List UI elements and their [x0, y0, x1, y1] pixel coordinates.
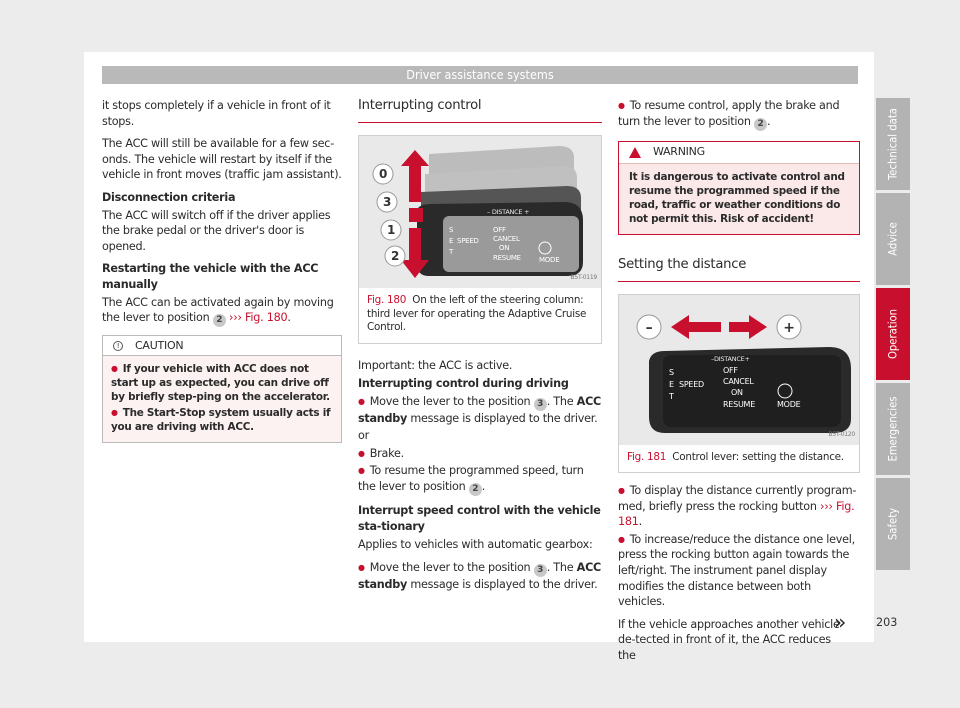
lever-t: T [669, 391, 674, 401]
text: To display the distance currently program-med, briefly press the rocking button [618, 484, 857, 513]
figure-link[interactable]: ››› Fig. 180 [229, 311, 288, 325]
lever-s: S [449, 226, 454, 234]
bullet-item [358, 394, 602, 427]
figure-180 [358, 135, 602, 344]
lever-e: E [669, 379, 674, 389]
text: To resume control, apply the brake and turn the lever to position [618, 99, 840, 128]
caution-header [103, 336, 341, 356]
bullet-item [618, 98, 860, 131]
bullet-item: ● Brake. [358, 446, 602, 462]
warning-header [619, 142, 859, 164]
subheading-disconnection: Disconnection criteria [102, 190, 236, 204]
lever-illustration [619, 295, 859, 445]
position-marker: 2 [469, 483, 482, 496]
lever-off: OFF [493, 226, 506, 234]
lever-t: T [449, 248, 454, 256]
figure-181 [618, 294, 860, 474]
lever-s: S [669, 367, 674, 377]
subheading-interrupting: Interrupting control during driving [358, 377, 569, 391]
info-circle-icon: ! [113, 341, 123, 351]
text: . [638, 515, 642, 529]
figure-image [359, 136, 601, 288]
column-left [102, 98, 342, 443]
position-marker: 2 [754, 118, 767, 131]
warning-label: WARNING [653, 145, 705, 159]
paragraph: or [358, 429, 369, 443]
figure-label: Fig. 180 [367, 294, 407, 306]
lever-speed: SPEED [457, 237, 479, 245]
tab-label: Safety [886, 507, 900, 541]
tab-label: Operation [886, 308, 900, 360]
tab-emergencies[interactable] [876, 383, 910, 475]
text: message is displayed to the driver. [410, 577, 598, 591]
tab-technical-data[interactable] [876, 98, 910, 190]
paragraph: The ACC will switch off if the driver applies the brake pedal or the driver's door is opened. [102, 208, 331, 253]
tab-operation[interactable] [876, 288, 910, 380]
section-title: Setting the distance [618, 257, 860, 282]
figure-image [619, 295, 859, 445]
lever-cancel: CANCEL [723, 376, 754, 386]
plus-label: + [783, 319, 795, 336]
figure-code: B5T-0119 [570, 274, 597, 282]
paragraph: If the vehicle approaches another vehicle de-tected in front of it, the ACC reduces the [618, 617, 840, 663]
bullet-icon [358, 464, 370, 477]
text: Move the lever to the position [369, 394, 531, 408]
tab-advice[interactable] [876, 193, 910, 285]
paragraph: Important: the ACC is active. [358, 358, 513, 372]
chapter-header: Driver assistance systems [102, 66, 858, 84]
caution-body [103, 356, 341, 442]
lever-cancel: CANCEL [493, 235, 520, 243]
figure-label: Fig. 181 [627, 450, 667, 463]
text: . [481, 480, 486, 494]
distance-label: – DISTANCE + [487, 208, 530, 216]
position-marker: 3 [534, 564, 547, 577]
text: . The [546, 394, 574, 408]
lever-off: OFF [723, 365, 738, 375]
text: . [287, 311, 291, 325]
lever-e: E [449, 237, 454, 245]
warning-box [618, 141, 860, 235]
bullet-icon [618, 484, 630, 497]
figure-link[interactable]: ››› Fig. 181 [618, 499, 855, 529]
figure-caption-text: On the left of the steering column: third lever for operating the Adaptive Cruise Control. [367, 294, 587, 333]
bullet-item: ● To increase/reduce the distance one level, press the rocking button again towards the left/right. The instrument panel display modifies the distance between both vehicles. [618, 532, 860, 610]
bullet-item [358, 463, 602, 496]
text: . [767, 114, 771, 128]
lever-speed: SPEED [679, 379, 704, 389]
text: message is displayed to the driver. [410, 411, 598, 425]
figure-code: B5T-0120 [828, 431, 855, 438]
subheading-restarting: Restarting the vehicle with the ACC manually [102, 262, 319, 291]
chapter-tabs [876, 98, 910, 573]
continue-icon: » [834, 610, 847, 634]
text: To resume the programmed speed, turn the lever to position [358, 464, 584, 494]
bullet-item [618, 483, 860, 530]
position-marker: 2 [213, 314, 226, 327]
tab-label: Emergencies [886, 396, 900, 462]
figure-caption [359, 288, 601, 343]
bullet-icon [618, 99, 630, 112]
position-marker: 3 [534, 398, 547, 411]
lever-illustration [359, 136, 601, 288]
figure-caption-text: Control lever: setting the distance. [672, 450, 844, 463]
position-1-marker-icon [409, 208, 423, 222]
lever-on: ON [499, 244, 510, 252]
tab-safety[interactable] [876, 478, 910, 570]
minus-label: – [645, 319, 653, 336]
subheading-stationary: Interrupt speed control with the vehicle sta-tionary [358, 504, 601, 533]
tab-label: Technical data [886, 108, 900, 180]
distance-label: –DISTANCE+ [711, 354, 750, 363]
text: Move the lever to the position [369, 560, 531, 574]
caution-item: ● If your vehicle with ACC does not start up as expected, you can drive off by briefly step-ping on the accelerator. [111, 362, 333, 404]
warning-body: It is dangerous to activate control and resume the programmed speed if the road, traffic or weather conditions do not permit this. Risk of accident! [629, 170, 845, 225]
lever-resume: RESUME [723, 399, 756, 409]
warning-triangle-icon [629, 147, 641, 158]
section-title: Interrupting control [358, 98, 602, 123]
lever-on: ON [731, 387, 743, 397]
text: The ACC can be activated again by moving the lever to position [102, 295, 334, 325]
label-3: 3 [382, 195, 392, 209]
bullet-icon [358, 561, 370, 574]
bullet-icon [358, 395, 370, 408]
bullet-item [358, 560, 602, 593]
text: . The [546, 560, 574, 574]
paragraph [102, 295, 342, 328]
caution-item: ● The Start-Stop system usually acts if you are driving with ACC. [111, 406, 333, 434]
label-2: 2 [390, 249, 400, 263]
label-0: 0 [378, 167, 388, 181]
paragraph: The ACC will still be available for a few sec-onds. The vehicle will restart by itself if the vehicle in front moves (traffic jam assistant). [102, 137, 342, 182]
page-number: 203 [876, 616, 898, 629]
column-middle [358, 98, 602, 599]
caution-box [102, 335, 342, 443]
figure-caption [619, 445, 859, 473]
lever-mode: MODE [539, 256, 560, 264]
label-1: 1 [386, 223, 396, 237]
column-right [618, 98, 860, 671]
lever-mode: MODE [777, 399, 801, 409]
paragraph: it stops completely if a vehicle in front of it stops. [102, 99, 331, 128]
text-bold: ACC standby [358, 394, 602, 425]
tab-label: Advice [886, 222, 900, 256]
paragraph: Applies to vehicles with automatic gearbox: [358, 538, 593, 552]
caution-label: CAUTION [135, 338, 184, 352]
lever-resume: RESUME [493, 254, 521, 262]
text-bold: ACC standby [358, 560, 602, 591]
